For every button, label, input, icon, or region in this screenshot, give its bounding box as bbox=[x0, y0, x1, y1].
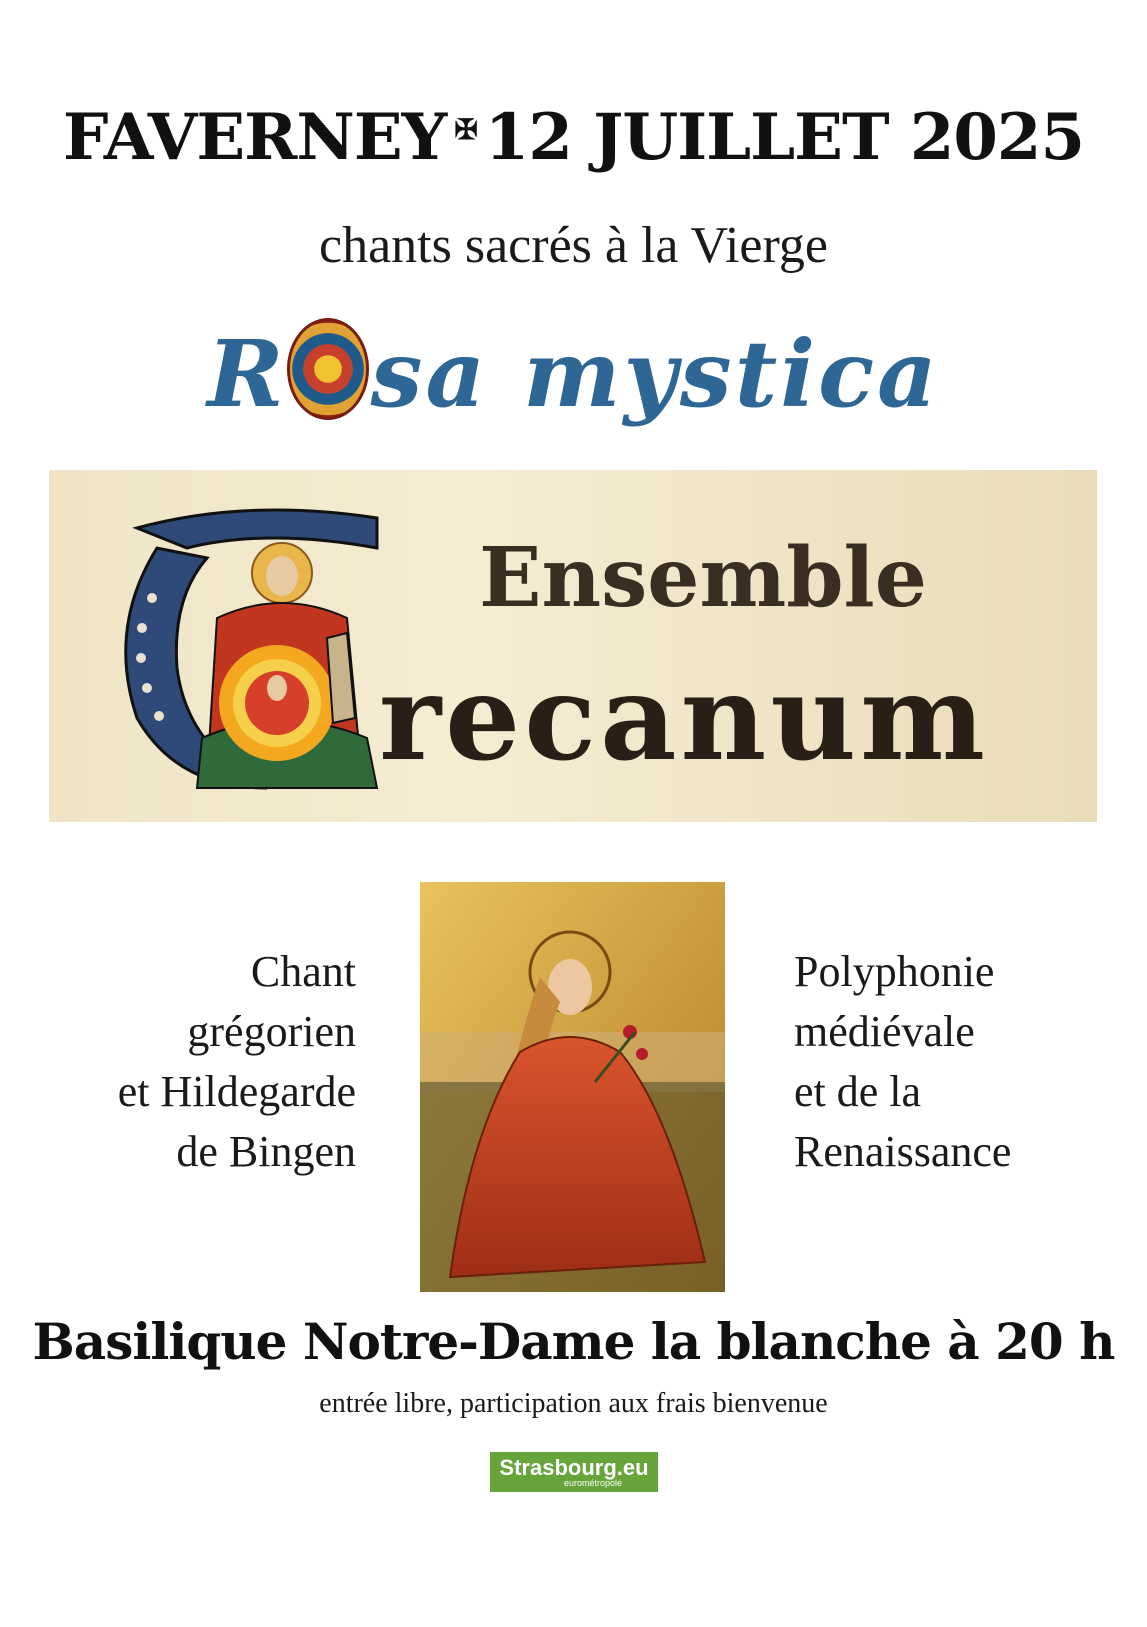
right-line: médiévale bbox=[794, 1007, 975, 1056]
program-right-column bbox=[794, 942, 1124, 1182]
event-date: 12 JUILLET 2025 bbox=[484, 100, 1084, 175]
left-line: de Bingen bbox=[176, 1127, 356, 1176]
admission-note: entrée libre, participation aux frais bienvenue bbox=[319, 1388, 828, 1419]
right-line: Polyphonie bbox=[794, 947, 995, 996]
program-title-rest: sa mystica bbox=[370, 320, 940, 428]
program-title bbox=[0, 318, 1147, 428]
ensemble-banner bbox=[49, 470, 1097, 822]
event-headline bbox=[0, 100, 1147, 175]
event-place: FAVERNEY bbox=[63, 100, 447, 175]
program-left-column bbox=[40, 942, 356, 1182]
left-line: Chant bbox=[250, 947, 356, 996]
separator-cross-icon: ✠ bbox=[454, 113, 477, 146]
virgin-painting-image bbox=[420, 882, 725, 1292]
program-title-initial: R bbox=[207, 320, 287, 428]
sponsor-logo[interactable] bbox=[490, 1452, 658, 1492]
right-line: Renaissance bbox=[794, 1127, 1012, 1176]
illuminated-t-initial bbox=[97, 488, 397, 808]
left-line: et Hildegarde bbox=[117, 1067, 356, 1116]
ensemble-name: recanum bbox=[379, 648, 989, 787]
left-line: grégorien bbox=[187, 1007, 356, 1056]
right-line: et de la bbox=[794, 1067, 922, 1116]
concert-subtitle: chants sacrés à la Vierge bbox=[319, 217, 828, 274]
venue-and-time: Basilique Notre-Dame la blanche à 20 h bbox=[32, 1312, 1115, 1371]
ensemble-label: Ensemble bbox=[479, 530, 927, 626]
sponsor-name: Strasbourg.eu bbox=[499, 1455, 649, 1480]
illuminated-o-ornament bbox=[287, 318, 369, 420]
sponsor-tagline: eurométropole bbox=[563, 1478, 622, 1488]
